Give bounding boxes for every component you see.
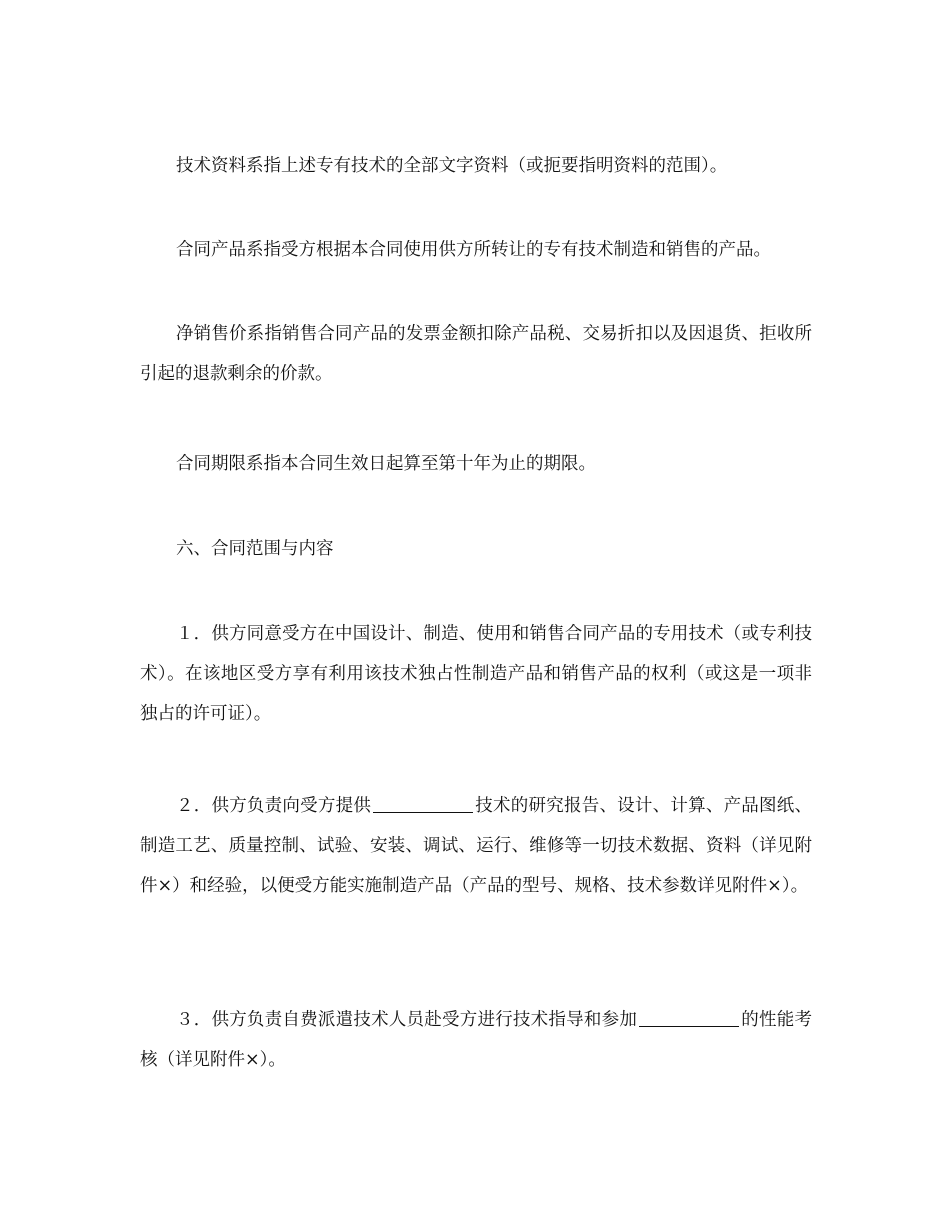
paragraph-technical-materials: 技术资料系指上述专有技术的全部文字资料（或扼要指明资料的范围）。 [176, 156, 728, 176]
clause-1-license-grant: １．供方同意受方在中国设计、制造、使用和销售合同产品的专用技术（或专利技术）。在该地区受方享有利用该技术独占性制造产品和销售产品的权利（或这是一项非独占的许可证）。 [140, 624, 812, 724]
clause-3-text-before: ３．供方负责自费派遣技术人员赴受方进行技术指导和参加 [176, 1010, 638, 1030]
paragraph-contract-products: 合同产品系指受方根据本合同使用供方所转让的专有技术制造和销售的产品。 [176, 240, 771, 260]
fill-in-blank [639, 1009, 739, 1028]
clause-2-technical-data [140, 786, 812, 906]
fill-in-blank [373, 795, 473, 814]
clause-2-text-after: 技术的研究报告、设计、计算、产品图纸、制造工艺、质量控制、试验、安装、调试、运行、维修等一切技术数据、资料（详见附件×）和经验，以便受方能实施制造产品（产品的型号、规格、技术参数详见附件×）。 [140, 796, 813, 896]
clause-3-technical-guidance [140, 1000, 812, 1080]
clause-2-text-before: ２．供方负责向受方提供 [176, 796, 372, 816]
paragraph-net-sales-price: 净销售价系指销售合同产品的发票金额扣除产品税、交易折扣以及因退货、拒收所引起的退款剩余的价款。 [140, 324, 812, 384]
paragraph-contract-term: 合同期限系指本合同生效日起算至第十年为止的期限。 [176, 454, 596, 474]
clause-3-text-after: 的性能考核（详见附件×）。 [140, 1010, 813, 1070]
section-heading-scope-and-content: 六、合同范围与内容 [176, 539, 334, 559]
